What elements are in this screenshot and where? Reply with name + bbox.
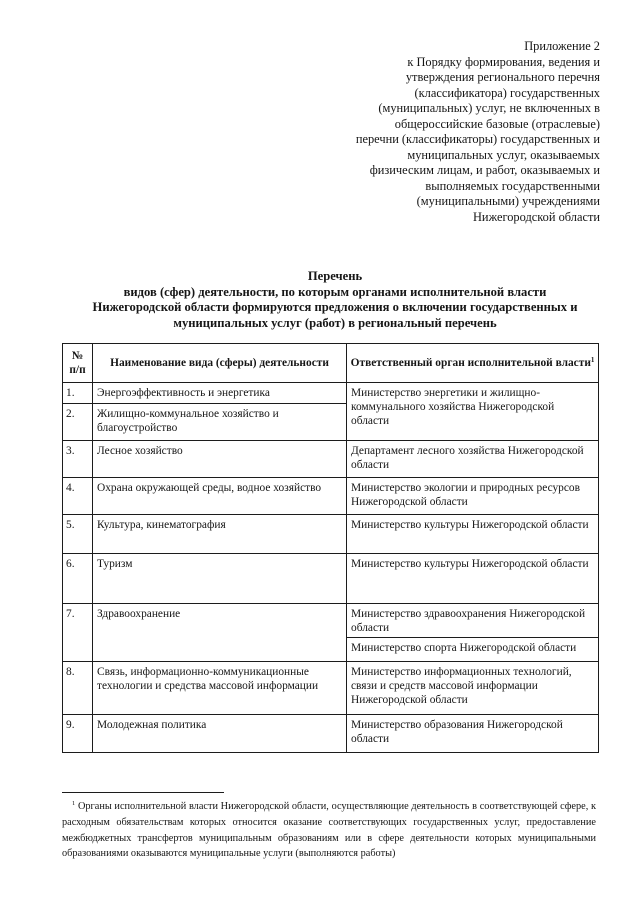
header-activity: Наименование вида (сферы) деятельности [93, 344, 347, 383]
row-activity: Связь, информационно-коммуникационные технологии и средства массовой информации [93, 662, 347, 715]
table-row [63, 604, 599, 638]
header-authority-label: Ответственный орган исполнительной власти [350, 357, 591, 369]
appendix-line: (классификатора) государственных [414, 85, 600, 100]
table-row [63, 515, 599, 554]
row-number: 5. [63, 515, 93, 554]
row-activity: Культура, кинематография [93, 515, 347, 554]
row-number: 1. [63, 383, 93, 404]
activities-table [62, 343, 599, 753]
row-activity: Охрана окружающей среды, водное хозяйство [93, 478, 347, 515]
row-authority: Министерство культуры Нижегородской области [347, 515, 599, 554]
row-authority: Министерство образования Нижегородской области [347, 715, 599, 753]
appendix-line: выполняемых государственными [425, 178, 600, 193]
row-number: 8. [63, 662, 93, 715]
table-header-row [63, 344, 599, 383]
title-line: муниципальных услуг (работ) в региональный перечень [173, 315, 497, 330]
title-line: Перечень [307, 269, 363, 283]
footnote-reference: 1 [590, 356, 595, 364]
document-title [60, 269, 610, 331]
title-line: видов (сфер) деятельности, по которым органами исполнительной власти [123, 284, 547, 299]
table-row [63, 383, 599, 404]
row-number: 2. [63, 404, 93, 441]
header-num: № п/п [63, 344, 93, 383]
appendix-line: общероссийские базовые (отраслевые) [394, 116, 600, 131]
appendix-line: муниципальных услуг, оказываемых [407, 147, 600, 162]
header-authority [347, 344, 599, 383]
appendix-line: физическим лицам, и работ, оказываемых и [369, 163, 600, 177]
footnote-mark: 1 [72, 800, 76, 807]
row-activity: Лесное хозяйство [93, 441, 347, 478]
appendix-line: (муниципальными) учреждениями [416, 194, 600, 208]
row-authority: Министерство энергетики и жилищно-коммунального хозяйства Нижегородской области [347, 383, 599, 441]
footnote-text: Органы исполнительной власти Нижегородской области, осуществляющие деятельность в соответствующей сфере, к расходным обязательствам которых относится оказание соответствующих государственных услуг, предоставление межбюджетных трансфертов муниципальным образованиям или в сфере деятельности которых муниципальными образованиями оказываются муниципальные услуги (выполняются работы) [62, 801, 596, 860]
row-authority: Министерство здравоохранения Нижегородской области [347, 604, 599, 638]
row-activity: Жилищно-коммунальное хозяйство и благоустройство [93, 404, 347, 441]
appendix-header [300, 39, 600, 225]
appendix-line: (муниципальных) услуг, не включенных в [378, 101, 600, 115]
row-number: 4. [63, 478, 93, 515]
row-authority: Департамент лесного хозяйства Нижегородской области [347, 441, 599, 478]
row-authority: Министерство культуры Нижегородской области [347, 554, 599, 604]
row-number: 7. [63, 604, 93, 662]
appendix-line: перечни (классификаторы) государственных и [355, 132, 600, 146]
appendix-line: к Порядку формирования, ведения и [407, 54, 600, 69]
row-number: 9. [63, 715, 93, 753]
row-activity: Молодежная политика [93, 715, 347, 753]
row-authority: Министерство информационных технологий, связи и средств массовой информации Нижегородской области [347, 662, 599, 715]
row-activity: Туризм [93, 554, 347, 604]
table-row [63, 662, 599, 715]
footnote [62, 799, 596, 862]
title-line: Нижегородской области формируются предложения о включении государственных и [92, 300, 578, 315]
appendix-line: Нижегородской области [472, 209, 600, 224]
row-authority-extra: Министерство спорта Нижегородской области [347, 638, 599, 662]
row-number: 6. [63, 554, 93, 604]
row-number: 3. [63, 441, 93, 478]
footnote-separator [62, 792, 224, 793]
appendix-line: Приложение 2 [524, 39, 600, 53]
row-activity: Энергоэффективность и энергетика [93, 383, 347, 404]
appendix-line: утверждения регионального перечня [405, 70, 600, 84]
table-row [63, 441, 599, 478]
row-authority: Министерство экологии и природных ресурсов Нижегородской области [347, 478, 599, 515]
table-row [63, 554, 599, 604]
table-row [63, 478, 599, 515]
table-row [63, 715, 599, 753]
row-activity: Здравоохранение [93, 604, 347, 662]
